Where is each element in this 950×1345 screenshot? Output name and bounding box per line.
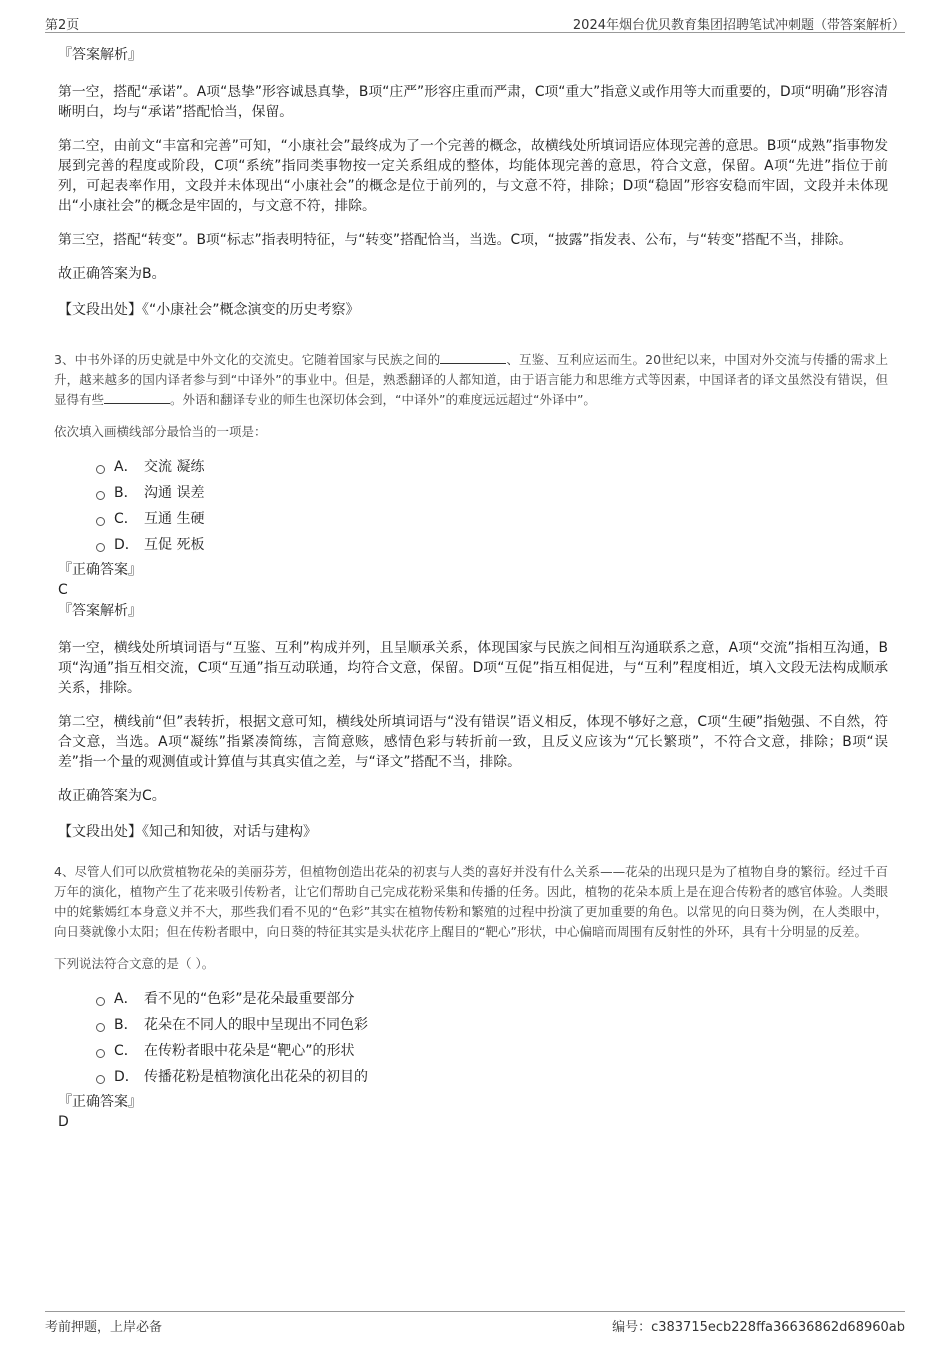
option-d[interactable] <box>96 532 888 558</box>
option-text: 花朵在不同人的眼中呈现出不同色彩 <box>144 1017 368 1033</box>
option-letter: A． <box>114 991 138 1007</box>
fill-blank <box>104 391 170 404</box>
option-c[interactable] <box>96 1038 888 1064</box>
option-text: 传播花粉是植物演化出花朵的初目的 <box>144 1069 368 1085</box>
option-text: 交流 凝练 <box>144 459 205 475</box>
radio-button[interactable] <box>96 1075 105 1084</box>
option-text: 沟通 误差 <box>144 485 205 501</box>
radio-button[interactable] <box>96 465 105 474</box>
analysis-label: 『答案解析』 <box>58 47 142 63</box>
page-footer <box>45 1311 905 1334</box>
radio-button[interactable] <box>96 517 105 526</box>
radio-button[interactable] <box>96 997 105 1006</box>
option-text: 看不见的“色彩”是花朵最重要部分 <box>144 991 355 1007</box>
analysis-paragraph: 第二空，横线前“但”表转折，根据文意可知，横线处所填词语与“没有错误”语义相反，体现不够好之意，C项“生硬”指勉强、不自然，符合文意，当选。A项“凝练”指紧凑简练，言简意赅，感情色彩与转折前一致，且反义应该为“冗长繁琐”，不符合文意，排除；B项“误差”指一个量的观测值或计算值与其真实值之差，与“译文”搭配不当，排除。 <box>58 714 888 770</box>
question-3-text <box>54 350 888 410</box>
option-letter: C． <box>114 511 138 527</box>
option-letter: D． <box>114 1069 139 1085</box>
document-code: 编号：c383715ecb228ffa36636862d68960ab <box>612 1320 905 1335</box>
option-letter: C． <box>114 1043 138 1059</box>
option-b[interactable] <box>96 480 888 506</box>
option-list <box>96 986 888 1090</box>
question-text-part: 3、中书外译的历史就是中外文化的交流史。它随着国家与民族之间的 <box>54 352 441 367</box>
option-a[interactable] <box>96 986 888 1012</box>
page-header <box>45 12 905 33</box>
source-citation: 【文段出处】《知己和知彼，对话与建构》 <box>58 824 317 840</box>
option-letter: A． <box>114 459 138 475</box>
option-letter: B． <box>114 1017 138 1033</box>
option-b[interactable] <box>96 1012 888 1038</box>
option-text: 互通 生硬 <box>144 511 205 527</box>
correct-answer: D <box>58 1114 69 1130</box>
option-list <box>96 454 888 558</box>
conclusion: 故正确答案为C。 <box>58 788 166 804</box>
radio-button[interactable] <box>96 1023 105 1032</box>
radio-button[interactable] <box>96 491 105 500</box>
fill-blank <box>440 351 506 364</box>
correct-answer: C <box>58 582 68 598</box>
analysis-label: 『答案解析』 <box>58 603 142 619</box>
footer-slogan: 考前押题，上岸必备 <box>45 1320 163 1335</box>
correct-answer-label: 『正确答案』 <box>58 562 142 578</box>
analysis-paragraph: 第一空，搭配“承诺”。A项“恳挚”形容诚恳真挚，B项“庄严”形容庄重而严肃，C项“重大”指意义或作用等大而重要的，D项“明确”形容清晰明白，均与“承诺”搭配恰当，保留。 <box>58 84 888 120</box>
option-letter: D． <box>114 537 139 553</box>
option-text: 互促 死板 <box>144 537 205 553</box>
page-number: 第2页 <box>45 18 80 33</box>
option-c[interactable] <box>96 506 888 532</box>
conclusion: 故正确答案为B。 <box>58 266 166 282</box>
question-prompt: 下列说法符合文意的是（ ）。 <box>54 956 215 971</box>
question-text-part: 、互鉴、互利应运而生。20世纪以来，中国对外交流与传播的需求上升，越来越多的国内译者参与到“中译外”的事业中。但是，熟悉翻译的人都知道，由于语言能力和思维方式等因素，中国译者的译文虽然没有错误，但显得有些 <box>54 352 888 407</box>
document-title: 2024年烟台优贝教育集团招聘笔试冲刺题（带答案解析） <box>572 18 905 33</box>
analysis-paragraph: 第三空，搭配“转变”。B项“标志”指表明特征，与“转变”搭配恰当，当选。C项，“披露”指发表、公布，与“转变”搭配不当，排除。 <box>58 232 853 248</box>
analysis-paragraph: 第一空，横线处所填词语与“互鉴、互利”构成并列，且呈顺承关系，体现国家与民族之间相互沟通联系之意，A项“交流”指相互沟通，B项“沟通”指互相交流，C项“互通”指互动联通，均符合文意，保留。D项“互促”指互相促进，与“互利”程度相近，填入文段无法构成顺承关系，排除。 <box>58 640 888 696</box>
option-letter: B． <box>114 485 138 501</box>
option-a[interactable] <box>96 454 888 480</box>
radio-button[interactable] <box>96 543 105 552</box>
option-d[interactable] <box>96 1064 888 1090</box>
radio-button[interactable] <box>96 1049 105 1058</box>
source-citation: 【文段出处】《“小康社会”概念演变的历史考察》 <box>58 302 360 318</box>
question-text-part: 。外语和翻译专业的师生也深切体会到，“中译外”的难度远远超过“外译中”。 <box>170 392 596 407</box>
option-text: 在传粉者眼中花朵是“靶心”的形状 <box>144 1043 355 1059</box>
question-4-text: 4、尽管人们可以欣赏植物花朵的美丽芬芳，但植物创造出花朵的初衷与人类的喜好并没有什么关系——花朵的出现只是为了植物自身的繁衍。经过千百万年的演化，植物产生了花来吸引传粉者，让它们帮助自己完成花粉采集和传播的任务。因此，植物的花朵本质上是在迎合传粉者的感官体验。人类眼中的姹紫嫣红本身意义并不大，那些我们看不见的“色彩”其实在植物传粉和繁殖的过程中扮演了更加重要的角色。以常见的向日葵为例，在人类眼中，向日葵就像小太阳；但在传粉者眼中，向日葵的特征其实是头状花序上醒目的“靶心”形状，中心偏暗而周围有反射性的外环，具有十分明显的反差。 <box>54 864 888 939</box>
correct-answer-label: 『正确答案』 <box>58 1094 142 1110</box>
analysis-paragraph: 第二空，由前文“丰富和完善”可知，“小康社会”最终成为了一个完善的概念，故横线处所填词语应体现完善的意思。B项“成熟”指事物发展到完善的程度或阶段，C项“系统”指同类事物按一定关系组成的整体，均能体现完善的意思，符合文意，保留。A项“先进”指位于前列，可起表率作用，文段并未体现出“小康社会”的概念是位于前列的，与文意不符，排除；D项“稳固”形容安稳而牢固，文段并未体现出“小康社会”的概念是牢固的，与文意不符，排除。 <box>58 138 888 214</box>
page-content <box>54 44 888 1132</box>
question-prompt: 依次填入画横线部分最恰当的一项是： <box>54 424 267 439</box>
